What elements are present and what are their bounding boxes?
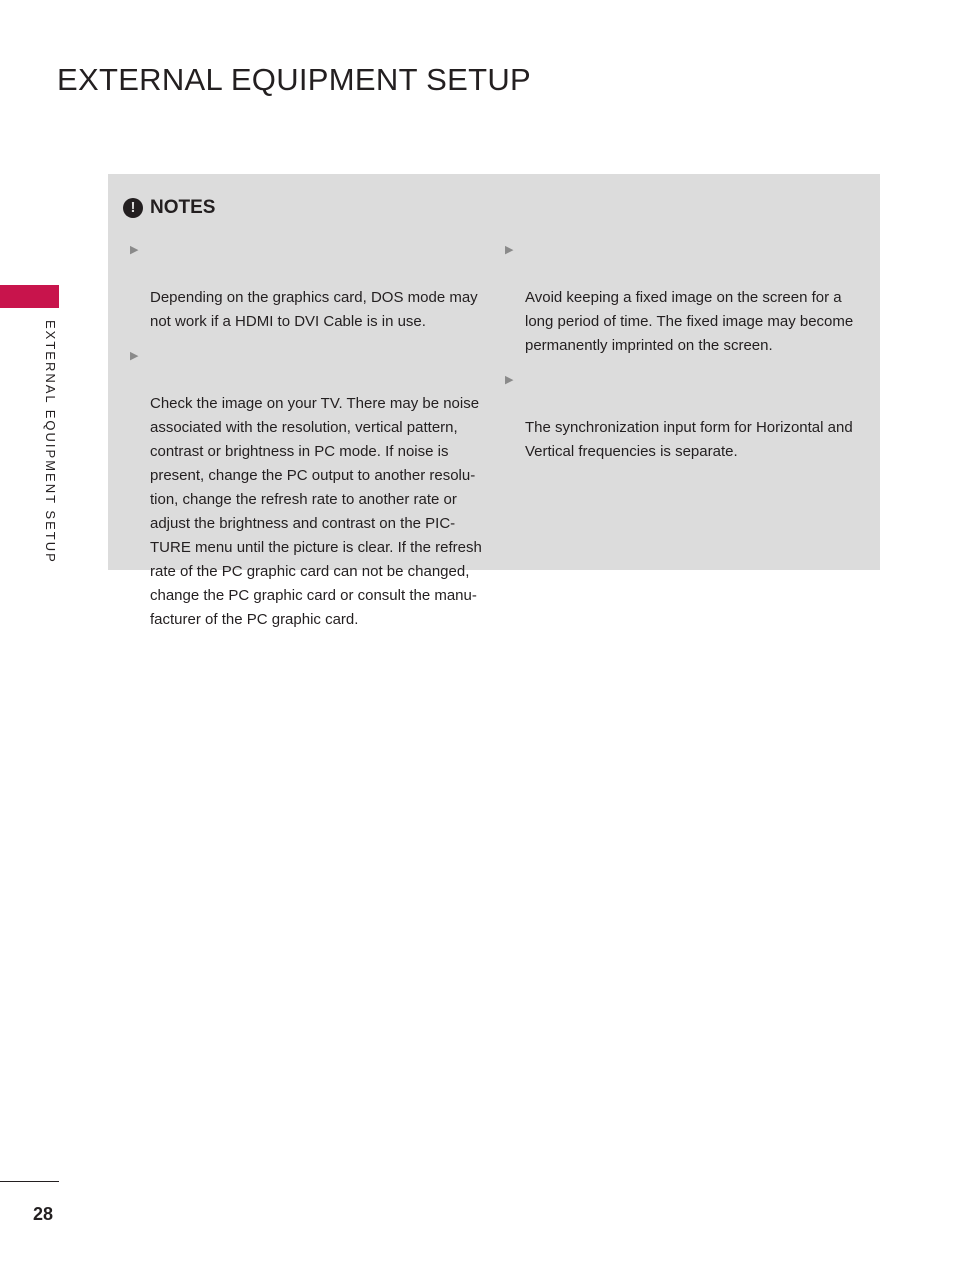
exclamation-icon: ! [123, 198, 143, 218]
notes-label: NOTES [150, 197, 216, 218]
note-text: Avoid keeping a fixed image on the screen for a long period of time. The fixed image may become permanently imprinted on the screen. [525, 289, 854, 354]
page-title: EXTERNAL EQUIPMENT SETUP [57, 62, 532, 97]
page-number: 28 [33, 1204, 54, 1224]
note-item [130, 344, 500, 632]
bullet-arrow-icon: ▶ [130, 350, 139, 362]
section-side-label: EXTERNAL EQUIPMENT SETUP [43, 320, 58, 564]
note-text: Depending on the graphics card, DOS mode may not work if a HDMI to DVI Cable is in use. [150, 289, 478, 330]
bullet-arrow-icon: ▶ [505, 244, 514, 256]
note-item [505, 238, 875, 358]
bullet-arrow-icon: ▶ [505, 374, 514, 386]
note-text: Check the image on your TV. There may be noise associated with the resolution, vertical pattern, contrast or brightness in PC mode. If noise is present, change the PC output to another resolu- tion, change the refresh rate to another rate or adjust the brightness and contrast on the PIC- TURE menu until the picture is clear. If the refresh rate of the PC graphic card can not be changed, change the PC graphic card or consult the manu- facturer of the PC graphic card. [150, 395, 482, 628]
note-text: The synchronization input form for Horizontal and Vertical frequencies is separate. [525, 419, 853, 460]
notes-column-left [130, 238, 500, 642]
notes-column-right [505, 238, 875, 474]
section-tab [0, 285, 59, 308]
bullet-arrow-icon: ▶ [130, 244, 139, 256]
note-item [505, 368, 875, 464]
note-item [130, 238, 500, 334]
notes-box [108, 174, 880, 628]
notes-heading [123, 197, 215, 219]
footer-divider [0, 1181, 59, 1182]
